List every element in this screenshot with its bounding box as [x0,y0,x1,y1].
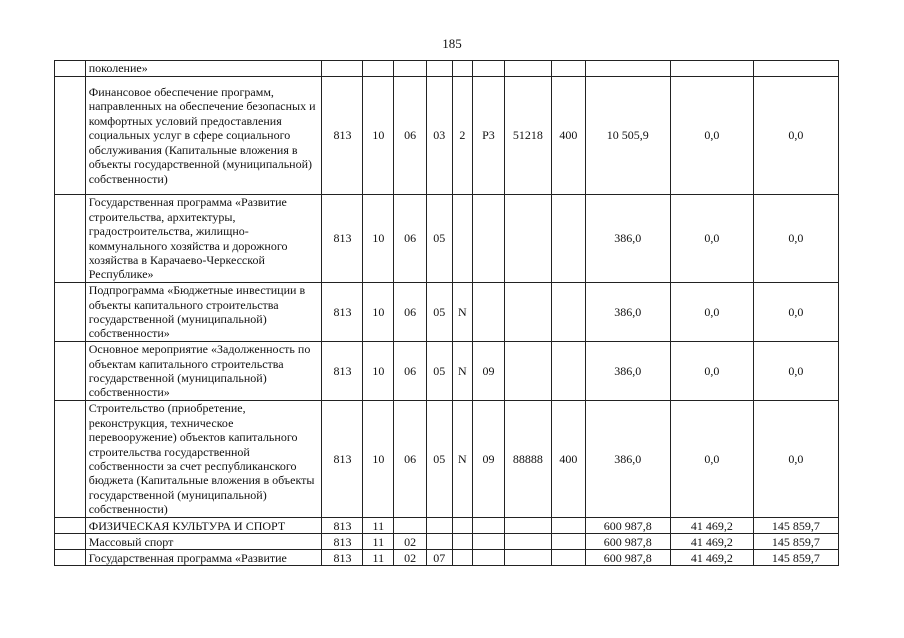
amount-year-2: 0,0 [670,195,753,283]
subsection-code: 02 [394,550,427,566]
amount-year-1: 386,0 [585,342,670,401]
subprogram-code [452,550,472,566]
subsection-code: 06 [394,283,427,342]
activity-code [473,283,505,342]
amount-year-3: 145 859,7 [753,550,838,566]
row-name: Подпрограмма «Бюджетные инвестиции в объекты капитального строительства государственной (муниципальной) собственности» [85,283,322,342]
ministry-code: 813 [322,534,363,550]
program-code: 07 [426,550,452,566]
table-row [55,550,839,566]
amount-year-1 [585,61,670,77]
amount-year-1: 600 987,8 [585,534,670,550]
section-code: 10 [363,195,394,283]
row-name: Государственная программа «Развитие строительства, архитектуры, градостроительства, жилищно-коммунального хозяйства и дорожного хозяйства в Карачаево-Черкесской Республике» [85,195,322,283]
program-code: 05 [426,283,452,342]
expense-type-code [551,195,585,283]
ministry-code: 813 [322,401,363,518]
section-code: 11 [363,518,394,534]
row-marker-cell [55,61,86,77]
subsection-code: 06 [394,401,427,518]
direction-code [504,342,551,401]
subprogram-code [452,195,472,283]
activity-code: 09 [473,401,505,518]
section-code: 10 [363,342,394,401]
subsection-code: 06 [394,342,427,401]
amount-year-1: 386,0 [585,195,670,283]
row-marker-cell [55,534,86,550]
subprogram-code: N [452,283,472,342]
direction-code: 88888 [504,401,551,518]
subsection-code [394,518,427,534]
program-code [426,518,452,534]
amount-year-1: 600 987,8 [585,550,670,566]
row-marker-cell [55,342,86,401]
subprogram-code: 2 [452,77,472,195]
table-row [55,195,839,283]
direction-code [504,534,551,550]
amount-year-3: 0,0 [753,283,838,342]
program-code [426,61,452,77]
amount-year-3: 0,0 [753,342,838,401]
program-code [426,534,452,550]
direction-code [504,518,551,534]
subprogram-code [452,534,472,550]
activity-code: Р3 [473,77,505,195]
row-marker-cell [55,77,86,195]
amount-year-1: 10 505,9 [585,77,670,195]
amount-year-2: 41 469,2 [670,534,753,550]
expense-type-code [551,518,585,534]
amount-year-1: 600 987,8 [585,518,670,534]
program-code: 05 [426,342,452,401]
amount-year-2: 0,0 [670,283,753,342]
amount-year-3: 0,0 [753,77,838,195]
amount-year-3: 145 859,7 [753,518,838,534]
row-name: Строительство (приобретение, реконструкция, техническое перевооружение) объектов капитального строительства государственной собственности за счет республиканского бюджета (Капитальные вложения в объекты государственной (муниципальной) собственности) [85,401,322,518]
ministry-code: 813 [322,550,363,566]
direction-code [504,283,551,342]
activity-code: 09 [473,342,505,401]
ministry-code: 813 [322,77,363,195]
amount-year-2: 41 469,2 [670,518,753,534]
program-code: 03 [426,77,452,195]
ministry-code: 813 [322,283,363,342]
section-code: 10 [363,77,394,195]
amount-year-2: 0,0 [670,77,753,195]
table-row [55,283,839,342]
budget-table [54,60,839,566]
subprogram-code: N [452,401,472,518]
activity-code [473,518,505,534]
subsection-code: 06 [394,195,427,283]
activity-code [473,534,505,550]
subsection-code [394,61,427,77]
table-row [55,77,839,195]
amount-year-2 [670,61,753,77]
table-row [55,401,839,518]
table-row [55,61,839,77]
subprogram-code [452,61,472,77]
direction-code [504,195,551,283]
ministry-code: 813 [322,195,363,283]
amount-year-3: 0,0 [753,195,838,283]
section-code: 10 [363,401,394,518]
table-row [55,534,839,550]
activity-code [473,550,505,566]
row-name: ФИЗИЧЕСКАЯ КУЛЬТУРА И СПОРТ [85,518,322,534]
activity-code [473,61,505,77]
amount-year-2: 41 469,2 [670,550,753,566]
direction-code [504,61,551,77]
program-code: 05 [426,401,452,518]
amount-year-2: 0,0 [670,401,753,518]
amount-year-1: 386,0 [585,401,670,518]
ministry-code: 813 [322,518,363,534]
program-code: 05 [426,195,452,283]
subprogram-code [452,518,472,534]
ministry-code: 813 [322,342,363,401]
subsection-code: 02 [394,534,427,550]
amount-year-3: 145 859,7 [753,534,838,550]
subprogram-code: N [452,342,472,401]
expense-type-code [551,61,585,77]
section-code: 11 [363,534,394,550]
amount-year-2: 0,0 [670,342,753,401]
expense-type-code [551,342,585,401]
section-code: 10 [363,283,394,342]
expense-type-code: 400 [551,401,585,518]
row-marker-cell [55,283,86,342]
direction-code [504,550,551,566]
row-name: Основное мероприятие «Задолженность по объектам капитального строительства государственной (муниципальной) собственности» [85,342,322,401]
amount-year-3: 0,0 [753,401,838,518]
subsection-code: 06 [394,77,427,195]
row-marker-cell [55,195,86,283]
row-marker-cell [55,550,86,566]
row-marker-cell [55,518,86,534]
row-name: Массовый спорт [85,534,322,550]
ministry-code [322,61,363,77]
expense-type-code [551,283,585,342]
section-code [363,61,394,77]
expense-type-code [551,550,585,566]
row-marker-cell [55,401,86,518]
row-name: Финансовое обеспечение программ, направленных на обеспечение безопасных и комфортных условий предоставления социальных услуг в сфере социального обслуживания (Капитальные вложения в объекты государственной (муниципальной) собственности) [85,77,322,195]
section-code: 11 [363,550,394,566]
row-name: Государственная программа «Развитие [85,550,322,566]
amount-year-1: 386,0 [585,283,670,342]
table-row [55,342,839,401]
table-row [55,518,839,534]
expense-type-code [551,534,585,550]
expense-type-code: 400 [551,77,585,195]
direction-code: 51218 [504,77,551,195]
amount-year-3 [753,61,838,77]
page-number: 185 [442,36,462,51]
activity-code [473,195,505,283]
row-name: поколение» [85,61,322,77]
